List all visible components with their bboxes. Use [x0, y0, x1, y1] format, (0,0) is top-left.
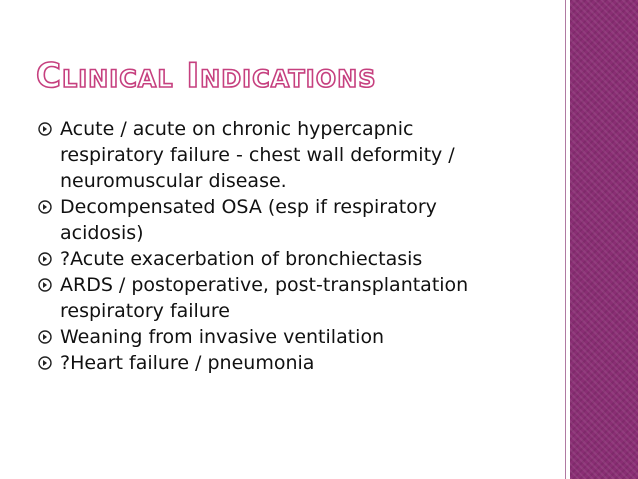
circle-arrow-icon [38, 330, 52, 344]
bullet-list [38, 116, 518, 376]
bullet-item [38, 324, 518, 350]
circle-arrow-icon [38, 252, 52, 266]
circle-arrow-icon [38, 122, 52, 136]
bullet-text: ?Heart failure / pneumonia [60, 352, 315, 374]
bullet-text: Acute / acute on chronic hypercapnic respiratory failure - chest wall deformity / neuromuscular disease. [60, 118, 455, 192]
sidebar-divider [565, 0, 566, 479]
circle-arrow-icon [38, 356, 52, 370]
circle-arrow-icon [38, 278, 52, 292]
bullet-item [38, 116, 518, 194]
slide-title: Clinical Indications [36, 56, 377, 96]
bullet-text: ARDS / postoperative, post-transplantation respiratory failure [60, 274, 469, 322]
bullet-text: Decompensated OSA (esp if respiratory acidosis) [60, 196, 437, 244]
circle-arrow-icon [38, 200, 52, 214]
bullet-item [38, 194, 518, 246]
bullet-item [38, 246, 518, 272]
bullet-item [38, 350, 518, 376]
decorative-sidebar [570, 0, 638, 479]
bullet-text: ?Acute exacerbation of bronchiectasis [60, 248, 423, 270]
bullet-text: Weaning from invasive ventilation [60, 326, 385, 348]
bullet-item [38, 272, 518, 324]
